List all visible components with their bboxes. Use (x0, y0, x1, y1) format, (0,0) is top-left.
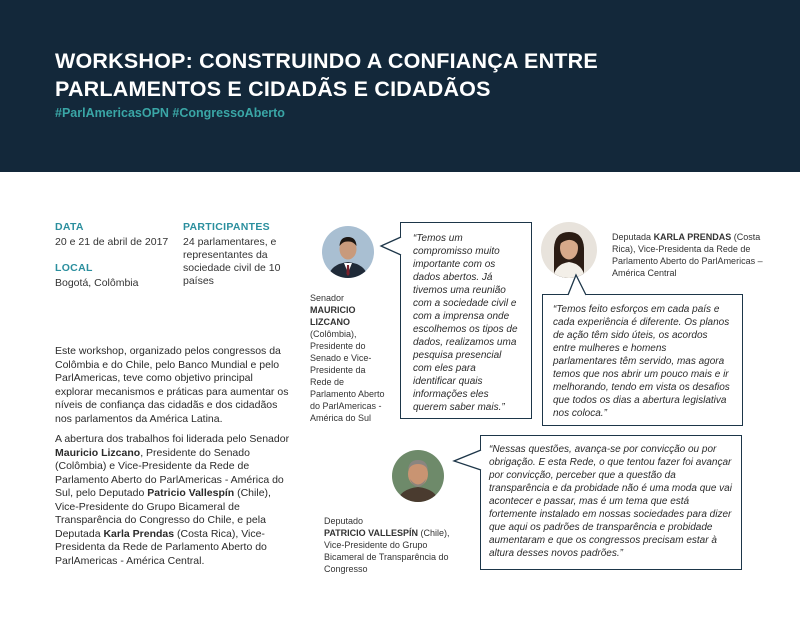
name-vallespin: Patricio Vallespín (147, 487, 235, 499)
date-value: 20 e 21 de abril de 2017 (55, 236, 169, 248)
lizcano-quote-box (400, 222, 532, 419)
lizcano-quote-pointer (379, 236, 403, 258)
opening-text-4: (Costa Rica), Vice-Presidenta da Rede de Parlamento Aberto do ParlAmericas - América Central. (55, 527, 267, 567)
name-prendas: Karla Prendas (103, 527, 175, 540)
title-line-2: PARLAMENTOS E CIDADÃS E CIDADÃOS (55, 77, 491, 101)
prendas-portrait-icon (541, 222, 597, 278)
lizcano-portrait-icon (322, 226, 374, 278)
opening-text-3: (Chile), Vice-Presidente do Grupo Bicameral de Transparência do Congresso do Chile, e pela Deputada (55, 487, 271, 540)
prendas-quote-pointer (566, 273, 588, 296)
prendas-caption (612, 231, 782, 279)
vallespin-desc: (Chile), Vice-Presidente do Grupo Bicameral de Transparência do Congresso (324, 528, 450, 574)
date-label: DATA (55, 221, 84, 233)
opening-text-2: , Presidente do Senado (Colômbia) e Vice-Presidente da Rede de Parlamento Aberto do ParlAmericas - América do Sul, pelo Deputado (55, 446, 284, 499)
prendas-name: KARLA PRENDAS (653, 232, 732, 242)
prendas-desc: (Costa Rica), Vice-Presidenta da Rede de Parlamento Aberto do ParlAmericas – América Central (612, 232, 763, 278)
vallespin-caption (324, 515, 459, 575)
intro-paragraph: Este workshop, organizado pelos congressos da Colômbia e do Chile, pelo Banco Mundial e pelo ParlAmericas, teve como objetivo principal explorar mecanismos e práticas para aumentar os níveis de confiança das cidadãs e dos cidadãos nos parlamentos da América Latina. (55, 345, 289, 425)
participants-value: 24 parlamentares, e representantes da sociedade civil de 10 países (183, 236, 281, 287)
lizcano-quote: “Temos um compromisso muito importante com os dados abertos. Já tivemos uma reunião com a sociedade civil e com a imprensa onde escolhemos os tipos de dados, realizamos uma pesquisa presencial com eles para identificar quais informações eles querem saber mais.” (413, 233, 518, 413)
prendas-photo (541, 222, 597, 278)
opening-paragraph (55, 433, 293, 568)
vallespin-portrait-icon (392, 450, 444, 502)
lizcano-role: Senador (310, 293, 345, 303)
vallespin-photo (392, 450, 444, 502)
lizcano-caption (310, 292, 385, 424)
location-value: Bogotá, Colômbia (55, 277, 139, 289)
lizcano-desc: (Colômbia), Presidente do Senado e Vice-Presidente da Rede de Parlamento Aberto do ParlAmericas - América do Sul (310, 329, 385, 423)
lizcano-name: MAURICIO LIZCANO (310, 305, 356, 327)
location-label: LOCAL (55, 262, 93, 274)
name-lizcano: Mauricio Lizcano (55, 446, 141, 459)
participants-label: PARTICIPANTES (183, 221, 270, 233)
page-title (55, 47, 775, 103)
vallespin-role: Deputado (324, 516, 364, 526)
prendas-role: Deputada (612, 232, 652, 242)
opening-text-1: A abertura dos trabalhos foi liderada pelo Senador (55, 433, 290, 445)
prendas-quote-box (542, 294, 743, 426)
vallespin-quote-box (480, 435, 742, 570)
title-line-1: WORKSHOP: CONSTRUINDO A CONFIANÇA ENTRE (55, 49, 598, 73)
vallespin-name: PATRICIO VALLESPÍN (324, 528, 419, 538)
prendas-quote: “Temos feito esforços em cada país e cada experiência é diferente. Os planos de ação têm sido úteis, os acordos entre mulheres e homens parlamentares têm servido, mas agora temos que nos abrir um pouco mais e ir melhorando, tendo em vista os desafios que todos os dias a abertura legislativa nos coloca.” (553, 304, 730, 419)
hashtags: #ParlAmericasOPN #CongressoAberto (55, 106, 285, 120)
vallespin-quote: “Nessas questões, avança-se por convicção ou por obrigação. E esta Rede, o que tentou fazer foi avançar por convicção, perceber que a questão da transparência e da probidade não é uma moda que vai acontecer e passar, mas é um tema que está fortemente instalado em nossas sociedades para dizer que aqui os padrões de transparência e probidade aumentaram e que os congressos precisam estar à altura desses novos padrões.” (489, 444, 732, 559)
vallespin-quote-pointer (452, 449, 483, 473)
header-banner (0, 0, 800, 172)
lizcano-photo (322, 226, 374, 278)
